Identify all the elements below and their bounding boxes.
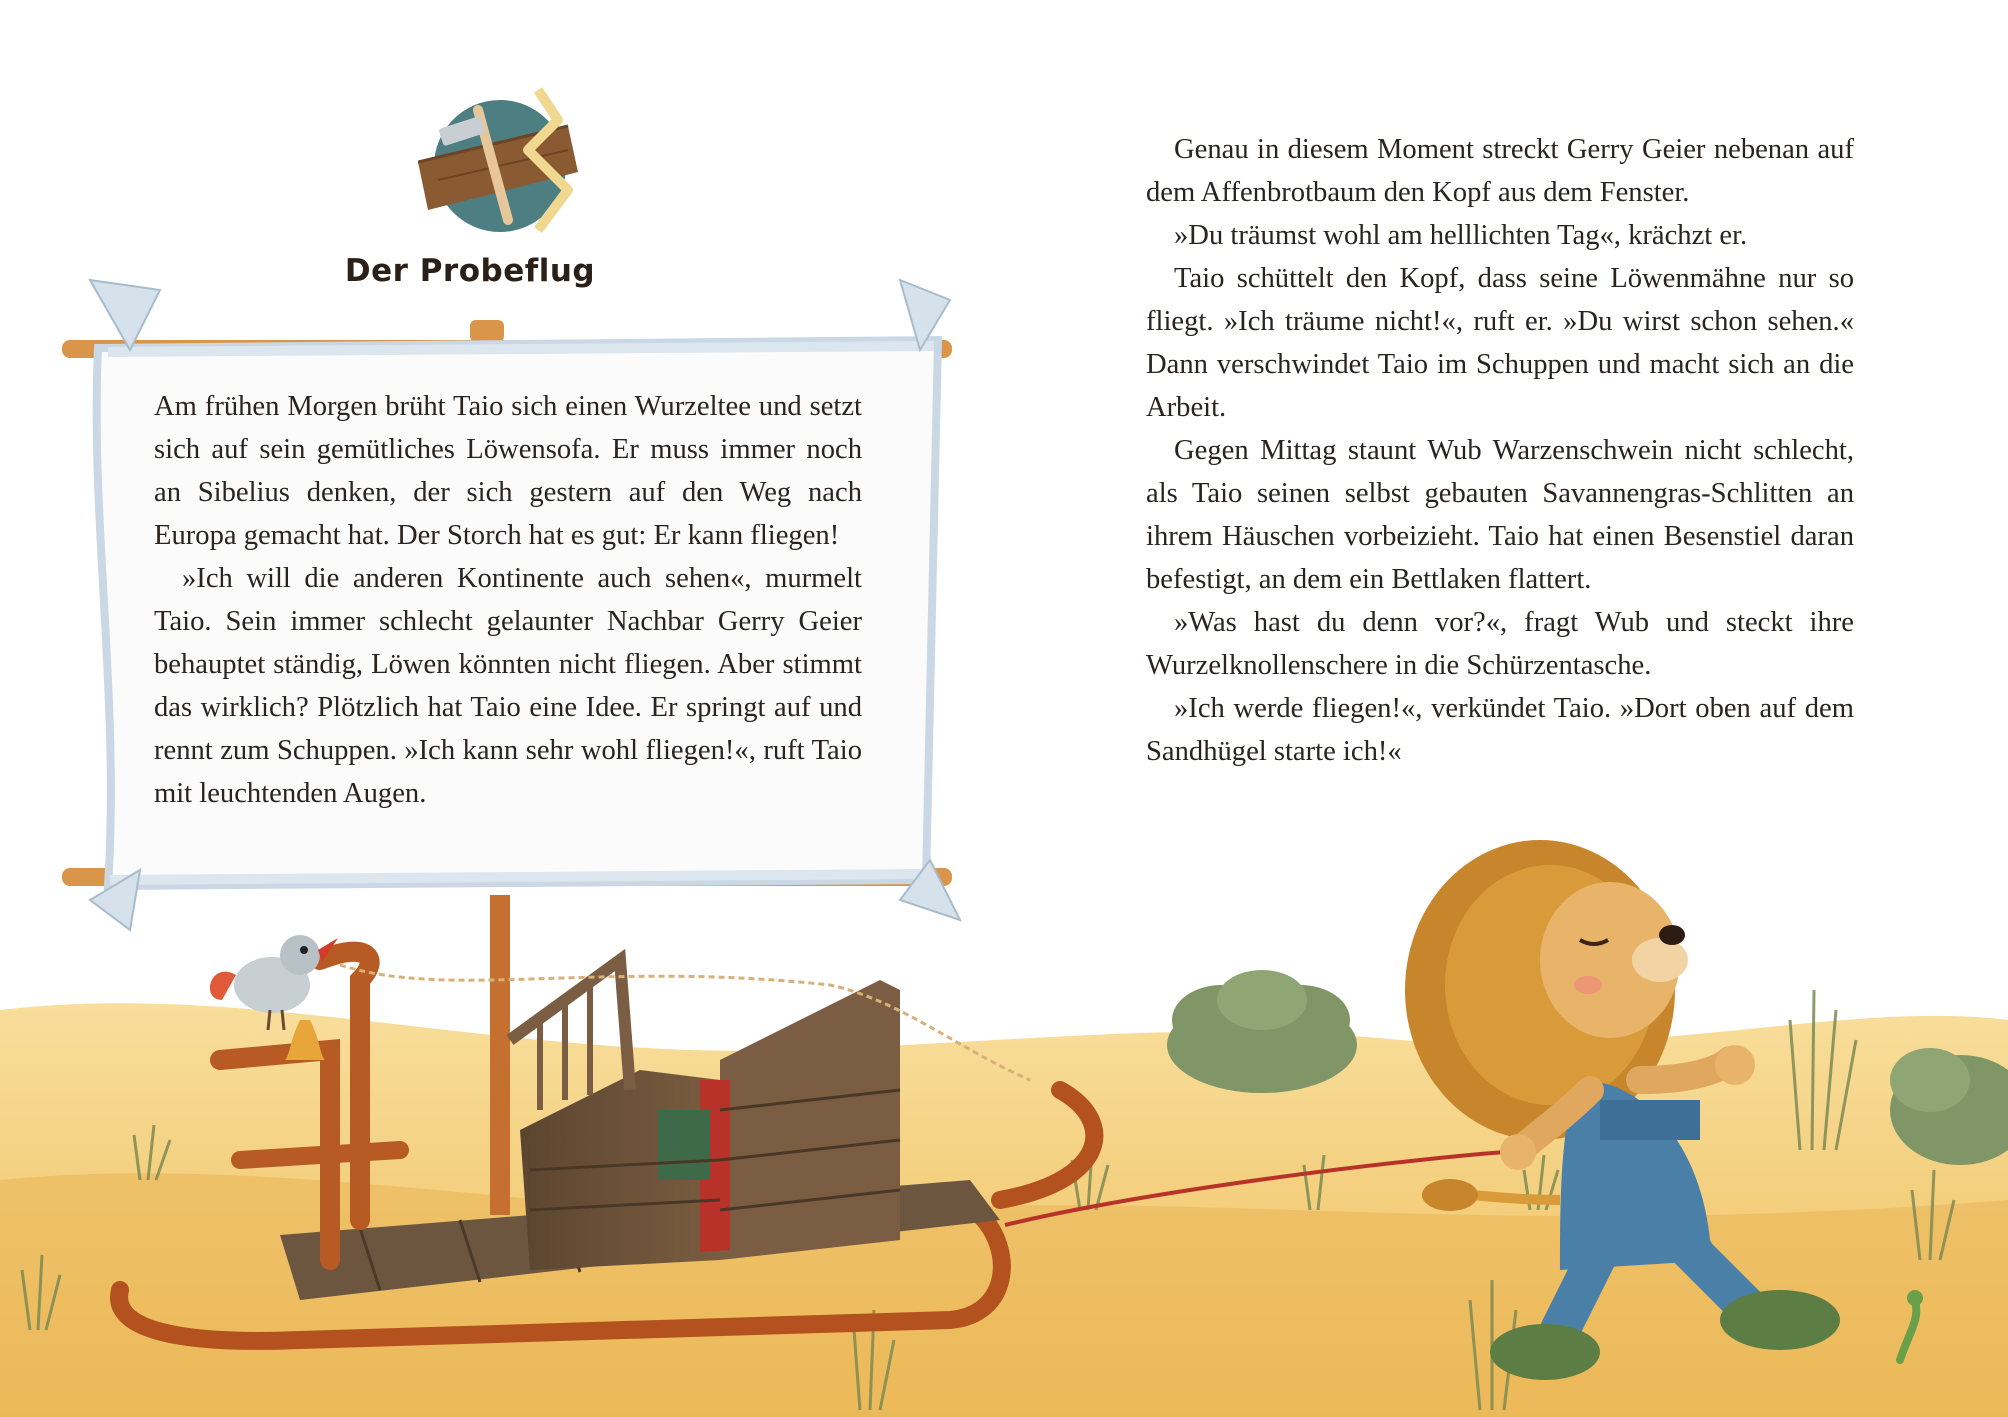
paragraph: Am frühen Morgen brüht Taio sich einen Wurzeltee und setzt sich auf sein gemütliches Löwensofa. Er muss immer noch an Sibelius denken, der sich gestern auf den Weg nach Europa gemacht hat. Der Storch hat es gut: Er kann fliegen! (154, 391, 862, 551)
bush (1167, 970, 1357, 1093)
paragraph: »Ich will die anderen Kontinente auch sehen«, murmelt Taio. Sein immer schlecht gelaunter Nachbar Gerry Geier behauptet ständig, Löwen könnten nicht fliegen. Aber stimmt das wirklich? Plötzlich hat Taio eine Idee. Er springt auf und rennt zum Schuppen. »Ich kann sehr wohl fliegen!«, ruft Taio mit leuchtenden Augen. (154, 563, 862, 809)
paragraph: »Was hast du denn vor?«, fragt Wub und steckt ihre Wurzelknollenschere in die Schürzentasche. (1146, 607, 1854, 681)
hammer-and-wood-icon (418, 80, 608, 250)
paragraph: »Du träumst wohl am helllichten Tag«, krächzt er. (1174, 220, 1748, 251)
chapter-title: Der Probeflug (344, 253, 596, 289)
paragraph: Taio schüttelt den Kopf, dass seine Löwenmähne nur so fliegt. »Ich träume nicht!«, ruft er. »Du wirst schon sehen.« Dann verschwindet Taio im Schuppen und macht sich an die Arbeit. (1146, 263, 1854, 423)
paragraph: »Ich werde fliegen!«, verkündet Taio. »Dort oben auf dem Sandhügel starte ich!« (1146, 693, 1854, 767)
paragraph: Gegen Mittag staunt Wub Warzenschwein nicht schlecht, als Taio seinen selbst gebauten Savannengras-Schlitten an ihrem Häuschen vorbeizieht. Taio hat einen Besenstiel daran befestigt, an dem ein Bettlaken flattert. (1146, 435, 1854, 595)
paragraph: Genau in diesem Moment streckt Gerry Geier nebenan auf dem Affenbrotbaum den Kopf aus dem Fenster. (1146, 134, 1854, 208)
right-page-text (1146, 128, 1854, 773)
left-page-text (154, 385, 862, 815)
